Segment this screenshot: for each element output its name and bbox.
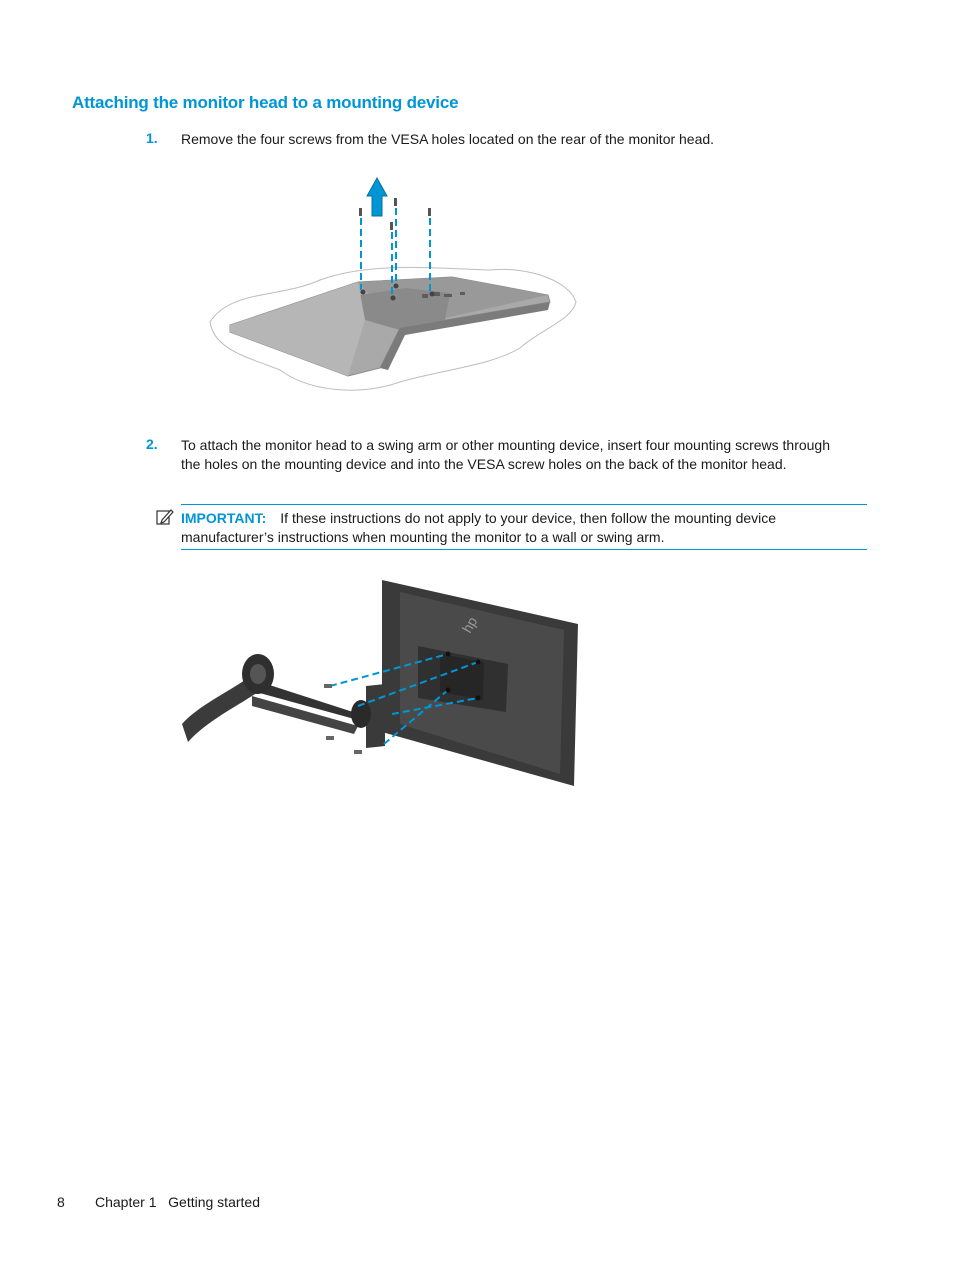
step-1-text: Remove the four screws from the VESA holes located on the rear of the monitor head.	[181, 131, 715, 147]
important-note	[181, 504, 867, 550]
port-3	[444, 294, 452, 297]
vesa-hole	[446, 688, 451, 693]
page-number: 8	[57, 1194, 65, 1210]
vesa-hole	[476, 696, 481, 701]
screw	[326, 736, 334, 740]
port-1	[422, 294, 428, 298]
chapter-footer: Chapter 1 Getting started	[95, 1194, 260, 1210]
screw	[354, 750, 362, 754]
vesa-hole	[361, 290, 366, 295]
port-4	[460, 292, 465, 295]
arm-joint-cap	[250, 664, 266, 684]
screw	[390, 222, 393, 230]
note-label: IMPORTANT:	[181, 510, 267, 526]
vesa-hole	[430, 292, 435, 297]
attach-swing-arm-illustration	[178, 574, 582, 790]
note-pencil-icon	[155, 507, 175, 527]
up-arrow-icon	[367, 178, 387, 216]
screw	[324, 684, 332, 688]
vesa-hole	[476, 660, 481, 665]
screw	[359, 208, 362, 216]
note-text: If these instructions do not apply to your device, then follow the mounting device manufacturer’s instructions when mounting the monitor to a wall or swing arm.	[181, 510, 777, 545]
hp-logo-icon: hp	[458, 614, 481, 636]
remove-vesa-screws-illustration	[200, 170, 580, 402]
screw	[394, 198, 397, 206]
step-1-number: 1.	[146, 130, 158, 146]
step-2-text: To attach the monitor head to a swing arm or other mounting device, insert four mounting screws through the holes on the mounting device and into the VESA screw holes on the back of the monitor head.	[181, 437, 831, 472]
vesa-hole	[394, 284, 399, 289]
vesa-hole	[446, 652, 451, 657]
section-heading: Attaching the monitor head to a mounting device	[72, 93, 459, 112]
note-body	[181, 509, 867, 547]
step-2-number: 2.	[146, 436, 158, 452]
screw	[428, 208, 431, 216]
vesa-hole	[391, 296, 396, 301]
